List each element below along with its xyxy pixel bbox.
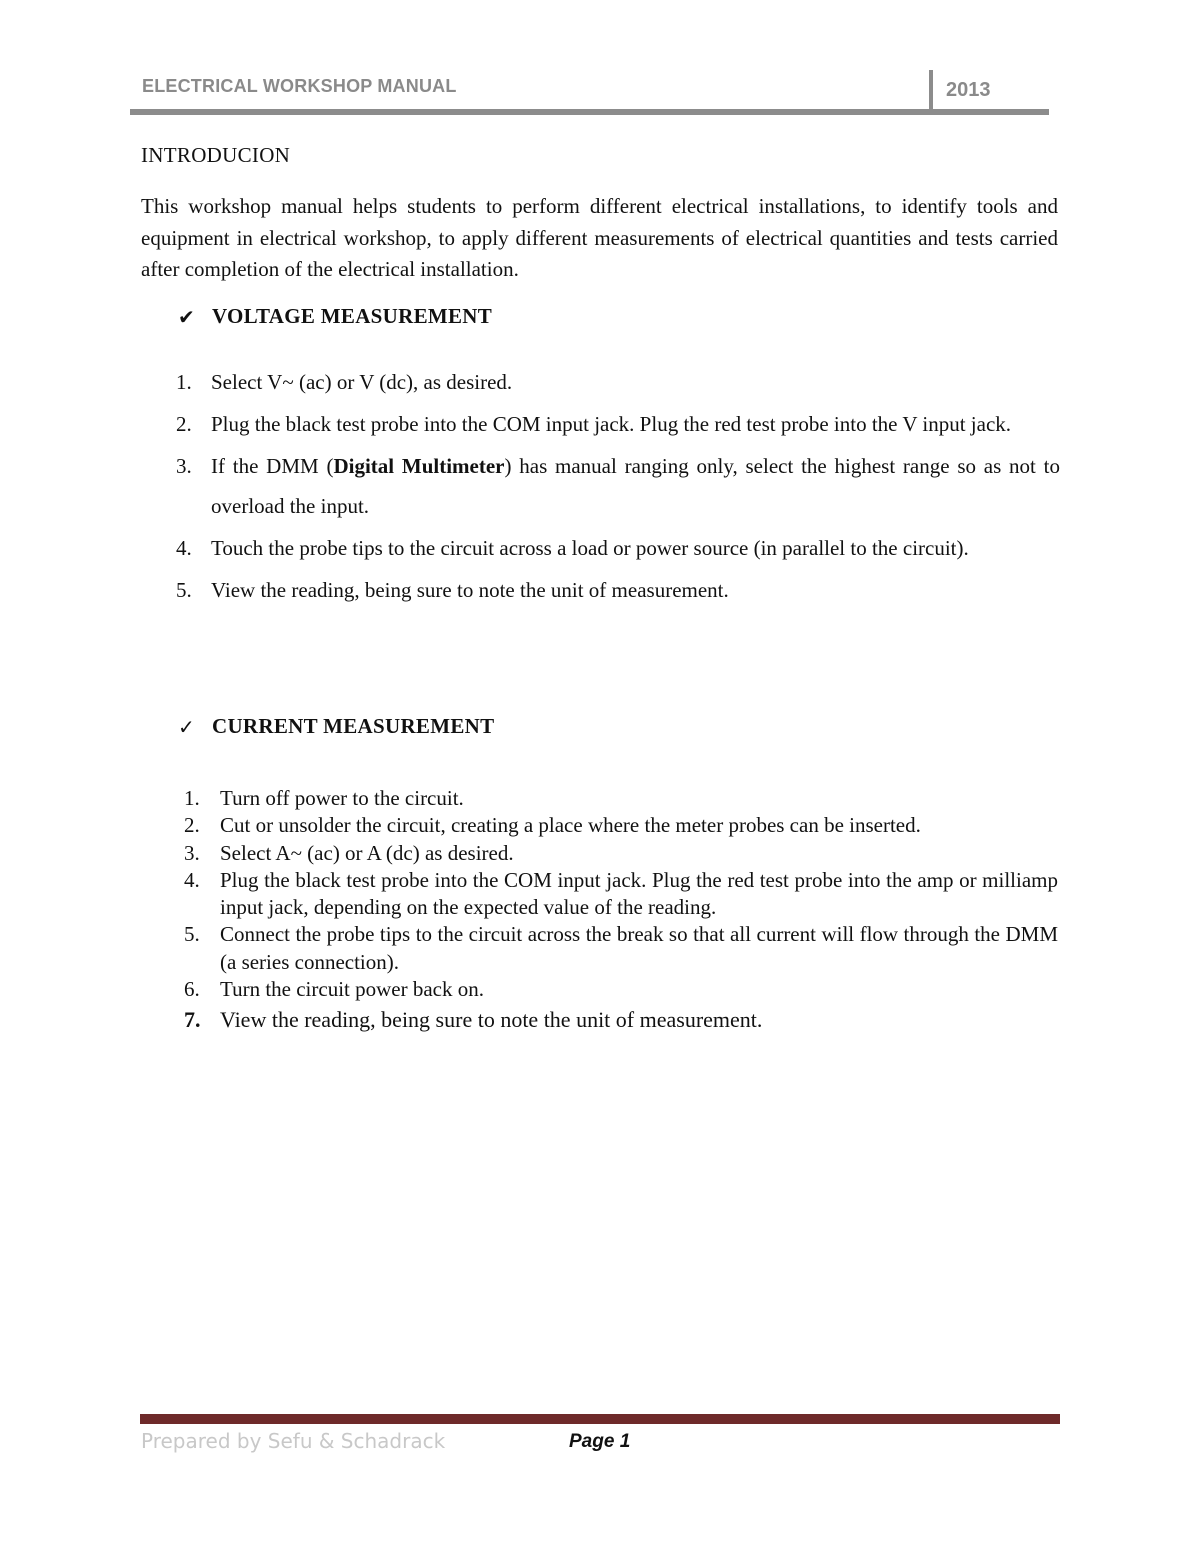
step-text: View the reading, being sure to note the unit of measurement. [220, 1007, 763, 1033]
checkmark-icon: ✓ [178, 714, 196, 739]
list-item [176, 446, 1060, 526]
step-text: Turn off power to the circuit. [220, 786, 464, 810]
step-number: 3. [184, 840, 200, 865]
list-item [184, 840, 1058, 867]
voltage-steps-list [176, 362, 1060, 612]
step-number: 2. [176, 412, 192, 436]
list-item [184, 867, 1058, 922]
step-number: 2. [184, 813, 200, 838]
list-item [184, 976, 1058, 1003]
step-text: Plug the black test probe into the COM input jack. Plug the red test probe into the V input jack. [211, 412, 1012, 436]
current-heading-text: CURRENT MEASUREMENT [212, 714, 495, 738]
intro-heading: INTRODUCION [141, 143, 291, 167]
step-number: 1. [184, 786, 200, 810]
current-steps-list [184, 785, 1058, 1034]
voltage-heading-text: VOLTAGE MEASUREMENT [212, 304, 493, 328]
header-year: 2013 [946, 79, 991, 101]
intro-paragraph: This workshop manual helps students to perform different electrical installations, to identify tools and equipment in electrical workshop, to apply different measurements of electrical quantities and tests carried after completion of the electrical installation. [141, 194, 1058, 281]
header-title: ELECTRICAL WORKSHOP MANUAL [142, 76, 457, 96]
header-divider [929, 70, 933, 110]
list-item [176, 362, 1060, 402]
list-item [184, 812, 1058, 839]
step-text [211, 446, 1060, 526]
step-text: Select A~ (ac) or A (dc) as desired. [220, 840, 514, 865]
header-rule [130, 109, 1049, 115]
step-text: Plug the black test probe into the COM input jack. Plug the red test probe into the amp or milliamp input jack, depending on the expected value of the reading. [220, 867, 1058, 920]
step-number: 5. [176, 578, 192, 602]
step-number: 7. [184, 1007, 201, 1033]
current-section-heading [178, 714, 494, 739]
list-item [184, 1006, 1058, 1033]
step-text: Touch the probe tips to the circuit across a load or power source (in parallel to the circuit). [211, 536, 969, 560]
page-number: Page 1 [569, 1431, 631, 1452]
step-number: 5. [184, 922, 200, 947]
step-number: 4. [184, 867, 200, 892]
list-item [184, 785, 1058, 812]
step-text: Turn the circuit power back on. [220, 977, 484, 1002]
step-text: View the reading, being sure to note the unit of measurement. [211, 578, 729, 602]
list-item [176, 528, 1060, 568]
footer-rule [140, 1414, 1060, 1424]
step-text: Connect the probe tips to the circuit across the break so that all current will flow through the DMM (a series connection). [220, 922, 1058, 974]
step-text: Cut or unsolder the circuit, creating a place where the meter probes can be inserted. [220, 813, 921, 838]
step-number: 4. [176, 536, 192, 560]
dmm-term: Digital Multimeter [333, 454, 505, 478]
list-item [176, 570, 1060, 610]
voltage-section-heading [178, 304, 492, 329]
step-text-end: ) has manual ranging only, select the highest range so as not to overload the input. [211, 454, 1060, 518]
list-item [176, 404, 1060, 444]
step-text: Select V~ (ac) or V (dc), as desired. [211, 370, 513, 394]
step-text-start: If the DMM ( [211, 454, 334, 478]
step-number: 6. [184, 977, 200, 1002]
step-number: 1. [176, 370, 192, 394]
checkmark-icon: ✔ [178, 304, 196, 329]
footer-credit: Prepared by Sefu & Schadrack [141, 1429, 446, 1453]
step-number: 3. [176, 454, 192, 478]
list-item [184, 921, 1058, 976]
